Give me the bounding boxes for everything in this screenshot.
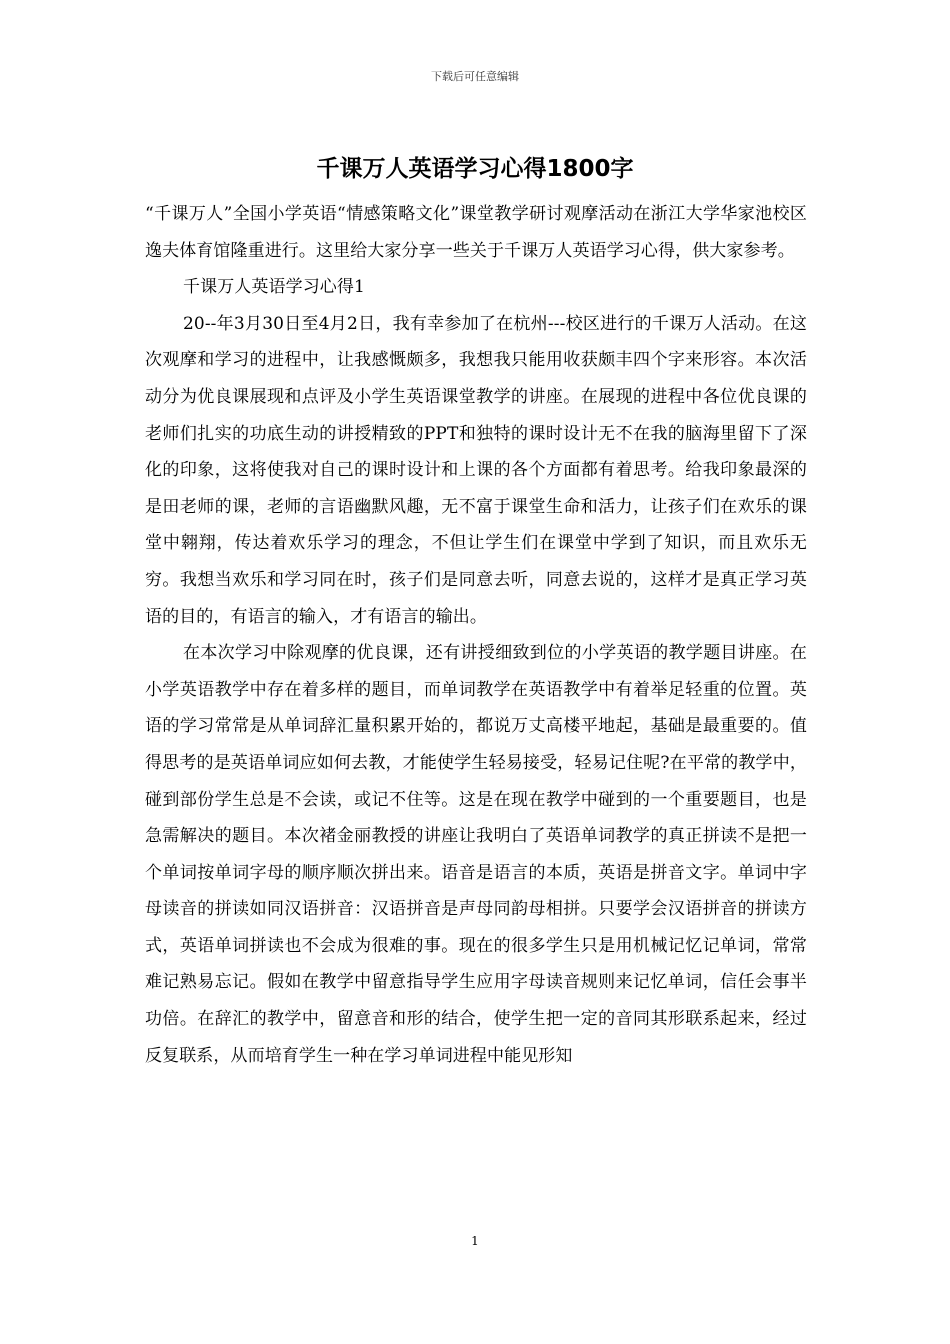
header-note: 下载后可任意编辑 <box>431 70 519 83</box>
document-title: 千课万人英语学习心得1800字 <box>316 156 634 182</box>
section-heading: 千课万人英语学习心得1 <box>183 277 365 298</box>
page-number: 1 <box>471 1234 479 1248</box>
intro-paragraph: “千课万人”全国小学英语“情感策略文化”课堂教学研讨观摩活动在浙江大学华家池校区逸夫体育馆隆重进行。这里给大家分享一些关于千课万人英语学习心得，供大家参考。 <box>145 204 807 261</box>
body-paragraph: 20--年3月30日至4月2日，我有幸参加了在杭州---校区进行的千课万人活动。在这次观摩和学习的进程中，让我感慨颇多，我想我只能用收获颇丰四个字来形容。本次活动分为优良课展现和点评及小学生英语课堂教学的讲座。在展现的进程中各位优良课的老师们扎实的功底生动的讲授精致的PPT和独特的课时设计无不在我的脑海里留下了深化的印象，这将使我对自己的课时设计和上课的各个方面都有着思考。给我印象最深的是田老师的课，老师的言语幽默风趣，无不富于课堂生命和活力，让孩子们在欢乐的课堂中翱翔，传达着欢乐学习的理念，不但让学生们在课堂中学到了知识，而且欢乐无穷。我想当欢乐和学习同在时，孩子们是同意去听，同意去说的，这样才是真正学习英语的目的，有语言的输入，才有语言的输出。 <box>145 313 807 627</box>
document-body <box>145 196 807 1074</box>
body-paragraph: 在本次学习中除观摩的优良课，还有讲授细致到位的小学英语的教学题目讲座。在小学英语教学中存在着多样的题目，而单词教学在英语教学中有着举足轻重的位置。英语的学习常常是从单词辞汇量积累开始的，都说万丈高楼平地起，基础是最重要的。值得思考的是英语单词应如何去教，才能使学生轻易接受，轻易记住呢?在平常的教学中，碰到部份学生总是不会读，或记不住等。这是在现在教学中碰到的一个重要题目，也是急需解决的题目。本次褚金丽教授的讲座让我明白了英语单词教学的真正拼读不是把一个单词按单词字母的顺序顺次拼出来。语音是语言的本质，英语是拼音文字。单词中字母读音的拼读如同汉语拼音：汉语拼音是声母同韵母相拼。只要学会汉语拼音的拼读方式，英语单词拼读也不会成为很难的事。现在的很多学生只是用机械记忆记单词，常常难记熟易忘记。假如在教学中留意指导学生应用字母读音规则来记忆单词，信任会事半功倍。在辞汇的教学中，留意音和形的结合，使学生把一定的音同其形联系起来，经过反复联系，从而培育学生一种在学习单词进程中能见形知 <box>145 643 807 1066</box>
